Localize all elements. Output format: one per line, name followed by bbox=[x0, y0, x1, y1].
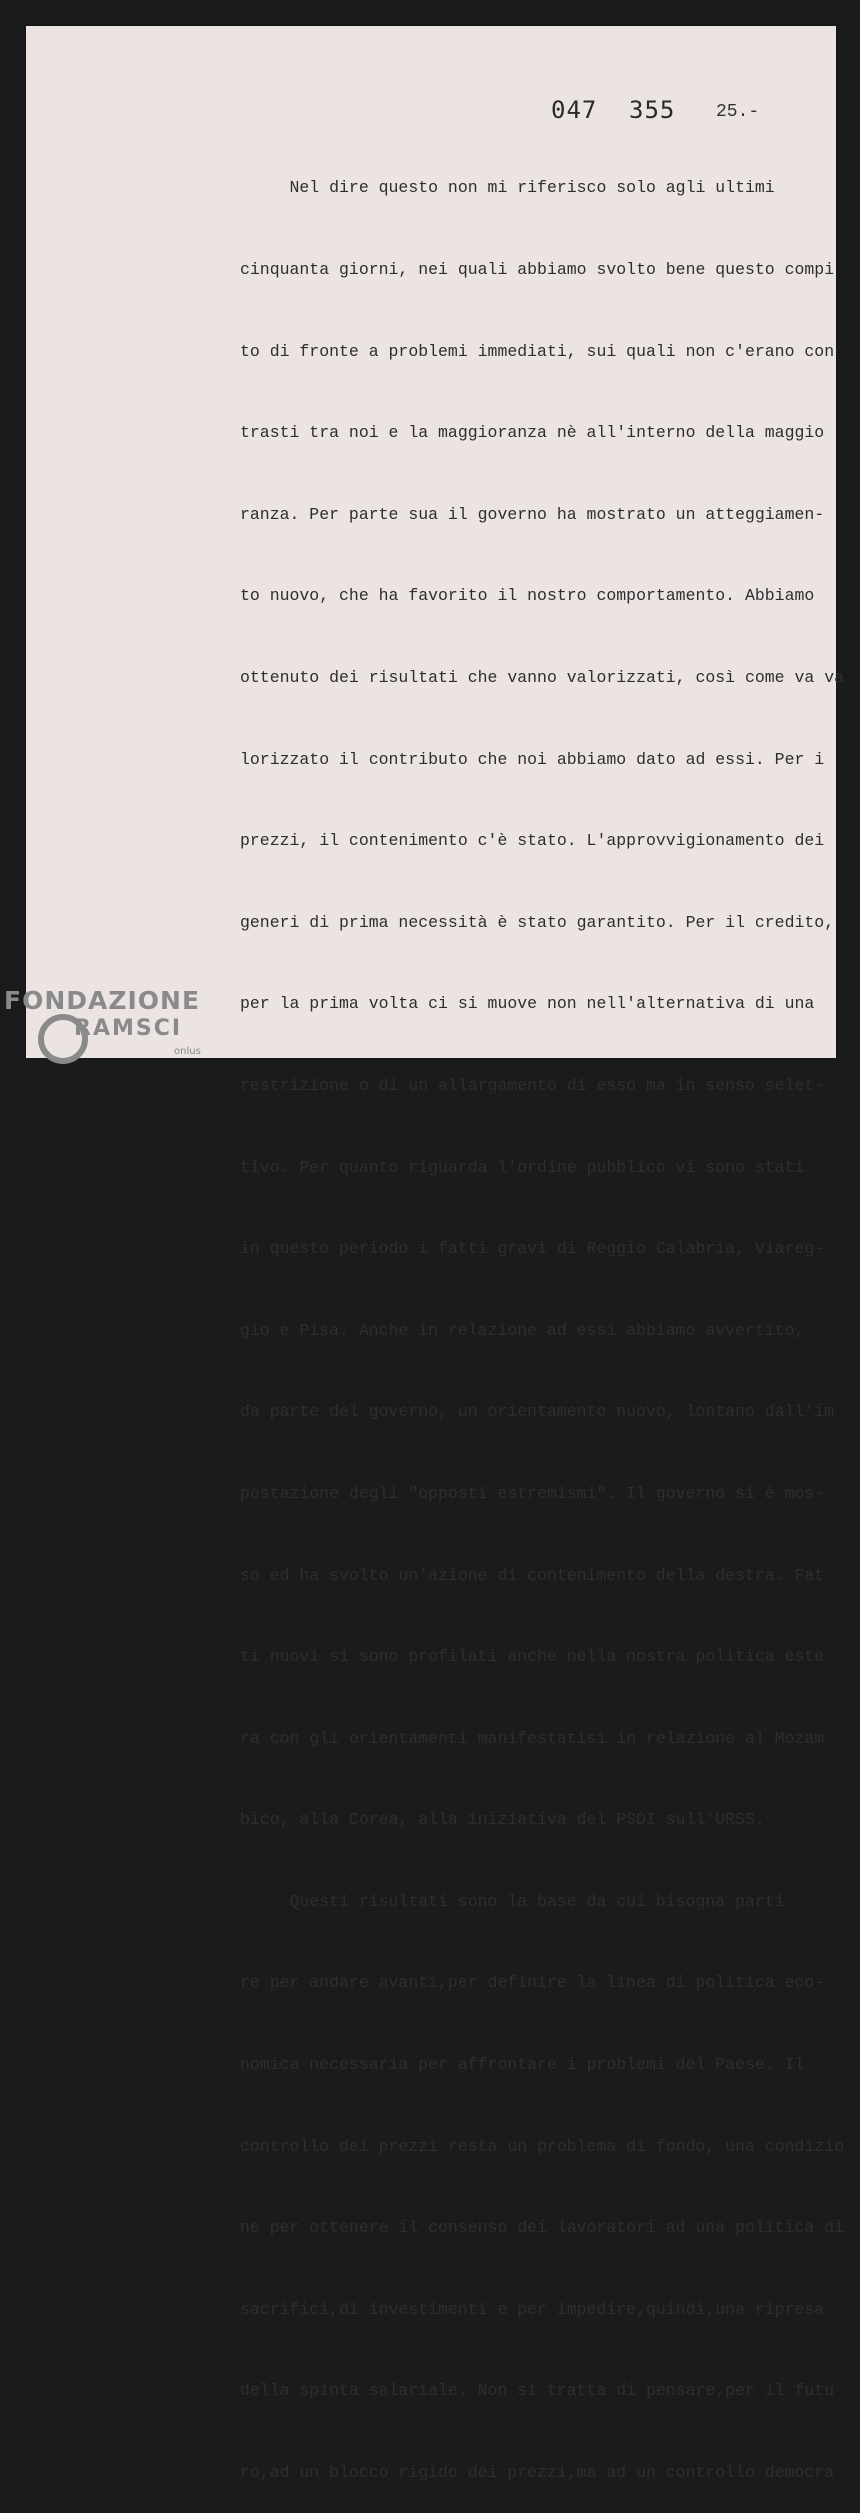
text-line: cinquanta giorni, nei quali abbiamo svolto bene questo compi bbox=[240, 260, 835, 279]
text-line: postazione degli "opposti estremismi". Il governo si è mos- bbox=[240, 1483, 825, 1503]
watermark-subtitle: RAMSCI bbox=[74, 1016, 183, 1041]
text-line: to nuovo, che ha favorito il nostro comportamento. Abbiamo bbox=[240, 586, 815, 606]
text-line: da parte del governo, un orientamento nuovo, lontano dall'im bbox=[240, 1402, 835, 1422]
text-line: per la prima volta ci si muove non nell'alternativa di una bbox=[240, 994, 815, 1014]
text-line: Nel dire questo non mi riferisco solo agli ultimi bbox=[240, 178, 775, 198]
text-line: sacrifici,di investimenti e per impedire,quindi,una ripresa bbox=[240, 2299, 825, 2319]
text-line: ottenuto dei risultati che vanno valorizzati, così come va va bbox=[240, 667, 844, 687]
text-line: bico, alla Corea, alla iniziativa del PSDI sull'URSS. bbox=[240, 1810, 765, 1830]
text-line: Questi risultati sono la base da cui bisogna parti bbox=[240, 1891, 785, 1911]
folio-number: 355 bbox=[629, 96, 676, 124]
text-line: so ed ha svolto un'azione di contenimento della destra. Fat bbox=[240, 1565, 825, 1585]
watermark-onlus: onlus bbox=[174, 1046, 201, 1057]
text-line: gio e Pisa. Anche in relazione ad essi abbiamo avvertito, bbox=[240, 1320, 805, 1340]
text-line: ra con gli orientamenti manifestatisi in relazione al Mozam bbox=[240, 1728, 825, 1748]
fondazione-gramsci-watermark bbox=[4, 986, 214, 1057]
text-line: prezzi, il contenimento c'è stato. L'approvvigionamento dei bbox=[240, 831, 825, 851]
page-number: 25.- bbox=[716, 102, 760, 122]
archive-number: 047 bbox=[551, 96, 598, 124]
watermark-title: FONDAZIONE bbox=[4, 986, 201, 1015]
text-line: nomica necessaria per affrontare i problemi del Paese. Il bbox=[240, 2055, 805, 2075]
text-line: ro,ad un blocco rigido dei prezzi,ma ad un controllo democra bbox=[240, 2463, 835, 2483]
text-line: to di fronte a problemi immediati, sui quali non c'erano con bbox=[240, 341, 835, 361]
text-line: ne per ottenere il consenso dei lavoratori ad una politica di bbox=[240, 2218, 844, 2238]
text-line: ranza. Per parte sua il governo ha mostrato un atteggiamen- bbox=[240, 504, 825, 524]
text-line: controllo dei prezzi resta un problema di fondo, una condizio bbox=[240, 2136, 844, 2156]
text-line: in questo periodo i fatti gravi di Reggio Calabria, Viareg- bbox=[240, 1239, 825, 1259]
text-line: re per andare avanti,per definire la linea di politica eco- bbox=[240, 1973, 825, 1993]
text-line: generi di prima necessità è stato garantito. Per il credito, bbox=[240, 912, 835, 932]
text-line: ti nuovi si sono profilati anche nella nostra politica este bbox=[240, 1647, 825, 1667]
text-line: della spinta salariale. Non si tratta di pensare,per il futu bbox=[240, 2381, 835, 2401]
text-line: restrizione o di un allargamento di esso ma in senso selet- bbox=[240, 1075, 825, 1095]
typed-text-body bbox=[240, 120, 844, 2513]
text-line: lorizzato il contributo che noi abbiamo dato ad essi. Per i bbox=[240, 749, 825, 769]
text-line: trasti tra noi e la maggioranza nè all'interno della maggio bbox=[240, 423, 825, 443]
text-line: tivo. Per quanto riguarda l'ordine pubblico vi sono stati bbox=[240, 1157, 805, 1177]
